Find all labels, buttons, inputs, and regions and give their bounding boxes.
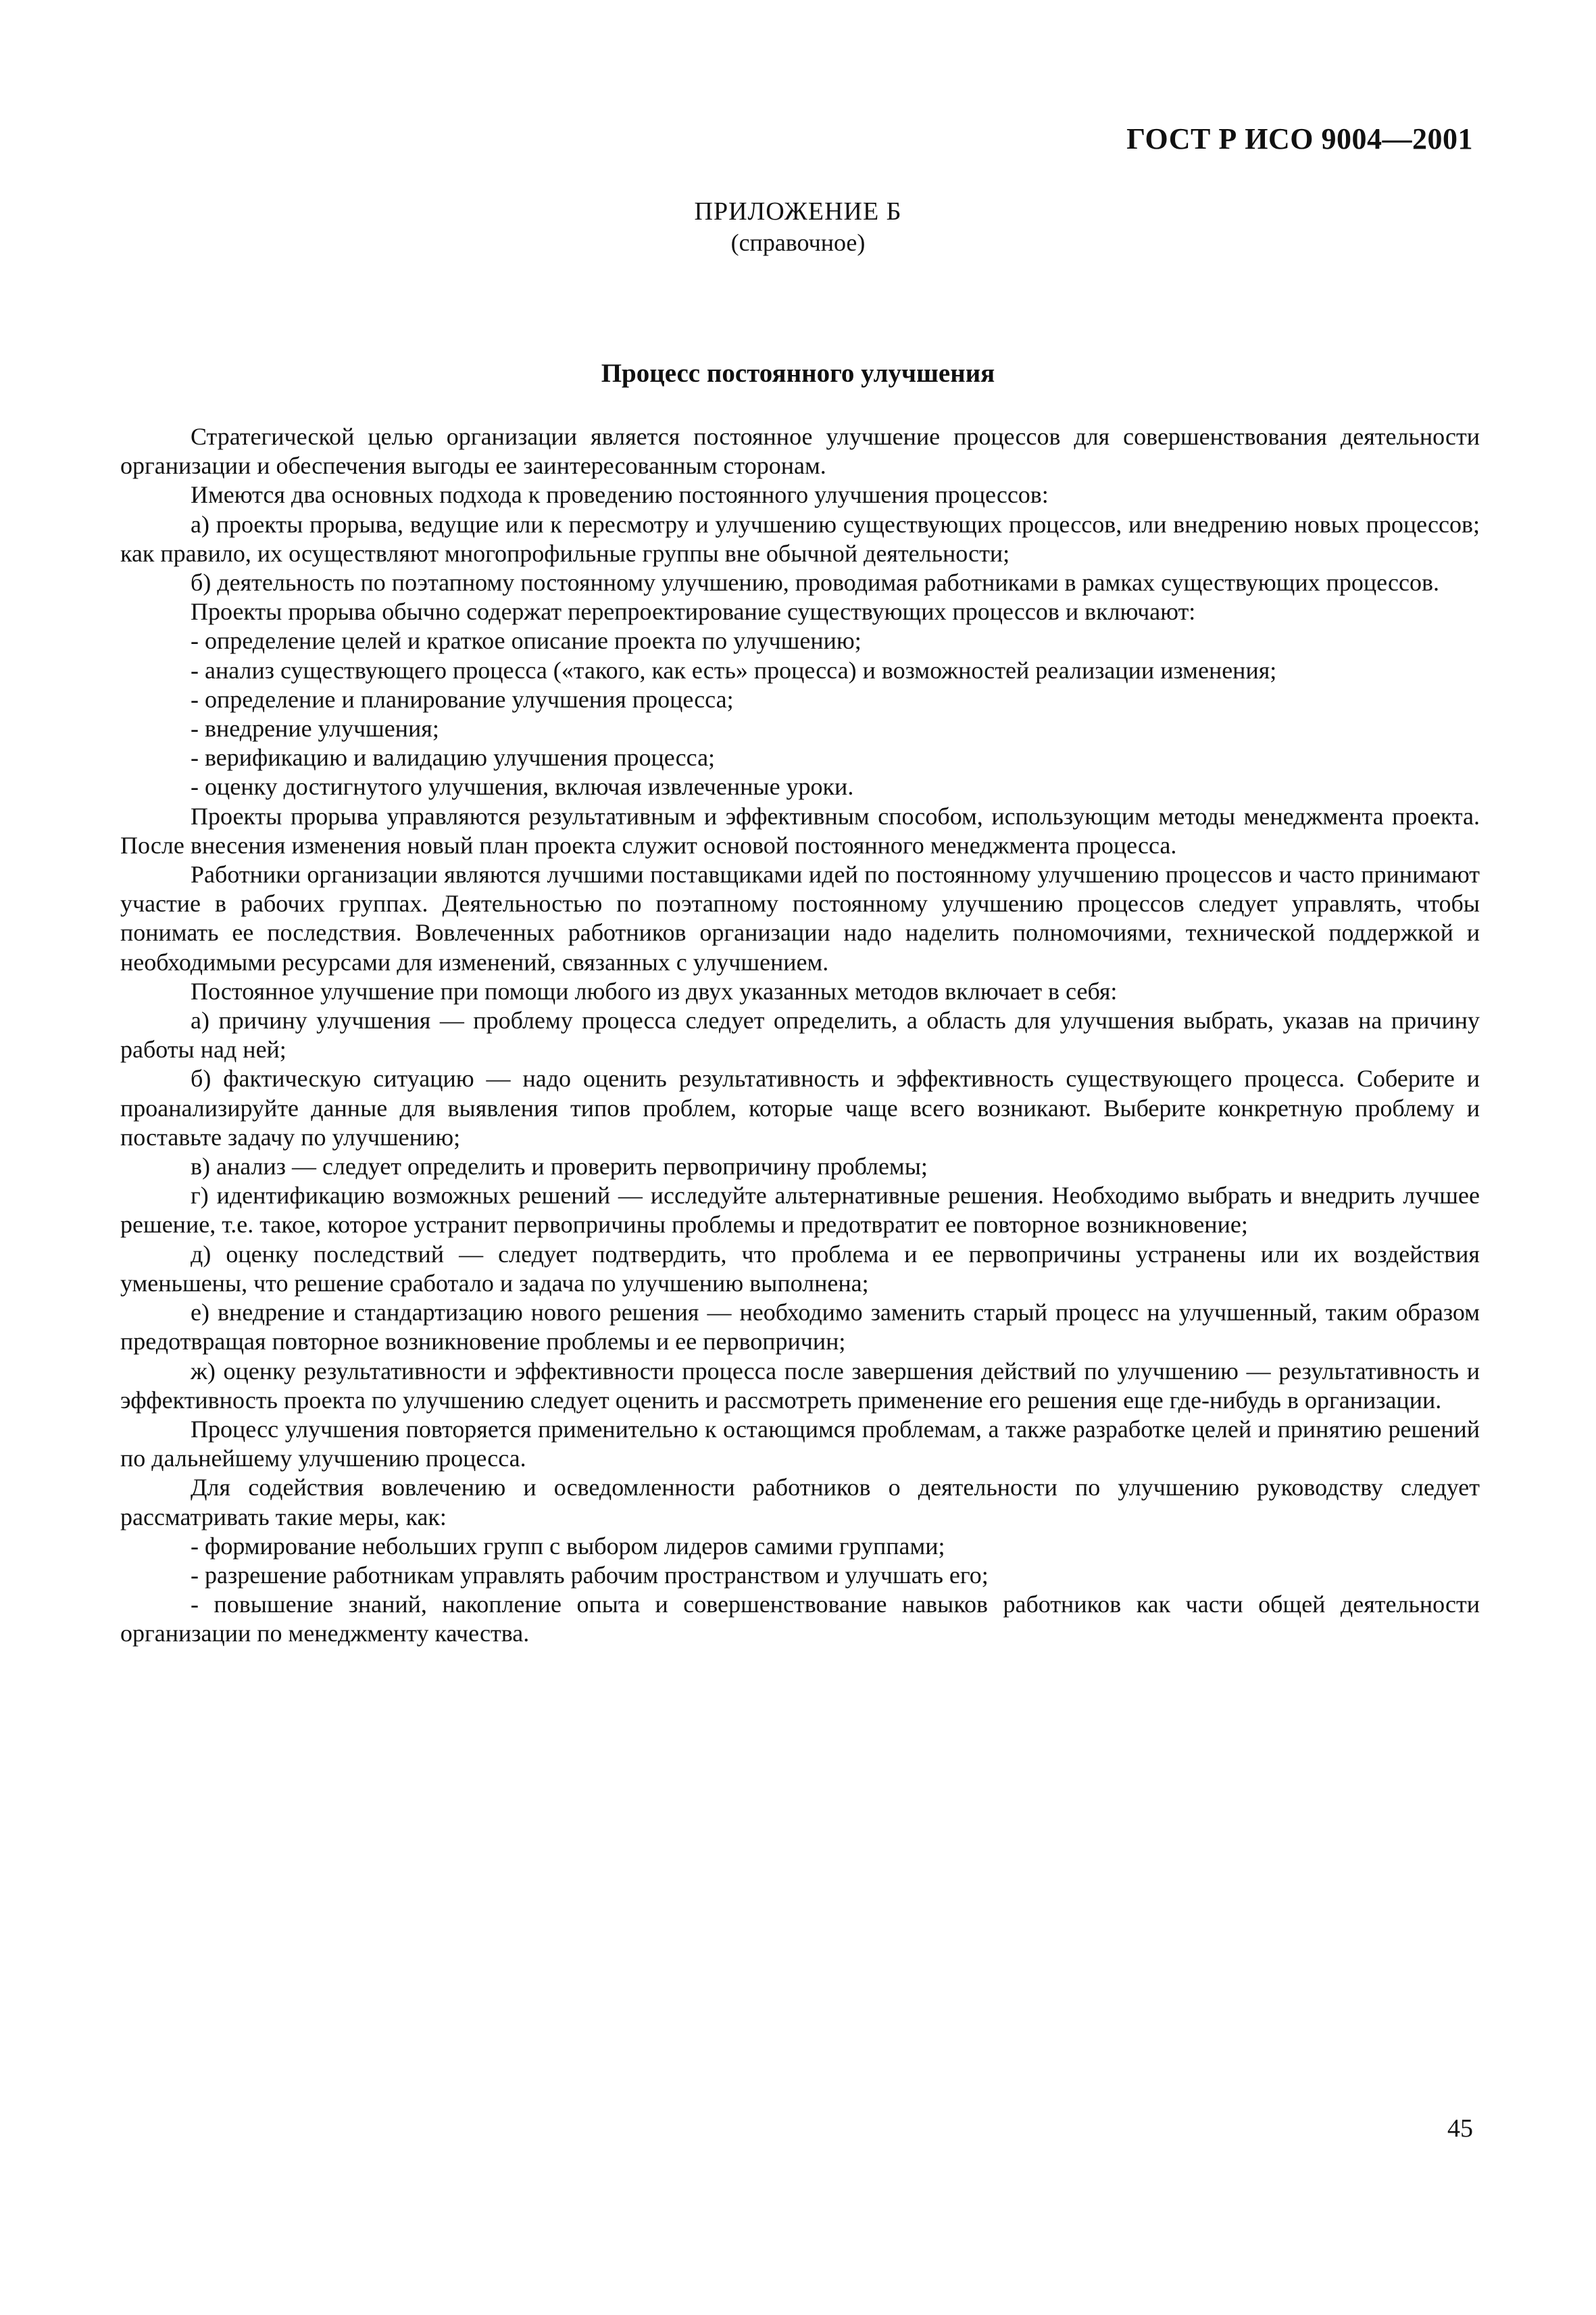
document-body xyxy=(120,422,1480,1649)
bullet-item: - верификацию и валидацию улучшения процесса; xyxy=(191,744,716,772)
list-item: д) оценку последствий — следует подтвердить, что проблема и ее первопричины устранены или их воздействия уменьшены, что решение сработало и задача по улучшению выполнена; xyxy=(120,1240,1480,1297)
list-item: б) деятельность по поэтапному постоянному улучшению, проводимая работниками в рамках существующих процессов. xyxy=(191,569,1439,597)
list-item: в) анализ — следует определить и проверить первопричину проблемы; xyxy=(191,1153,928,1180)
bullet-item: - внедрение улучшения; xyxy=(191,715,439,743)
list-item: б) фактическую ситуацию — надо оценить результативность и эффективность существующего процесса. Соберите и проанализируйте данные для выявления типов проблем, которые чаще всего возникают. Выберите конкретную проблему и поставьте задачу по улучшению; xyxy=(120,1065,1480,1151)
paragraph: Проекты прорыва управляются результативным и эффективным способом, использующим методы менеджмента проекта. После внесения изменения новый план проекта служит основой постоянного менеджмента процесса. xyxy=(120,802,1480,859)
bullet-item: - оценку достигнутого улучшения, включая извлеченные уроки. xyxy=(191,773,854,801)
bullet-item: - определение целей и краткое описание проекта по улучшению; xyxy=(191,627,862,655)
bullet-item: - разрешение работникам управлять рабочим пространством и улучшать его; xyxy=(191,1561,989,1589)
list-item: а) проекты прорыва, ведущие или к пересмотру и улучшению существующих процессов, или внедрению новых процессов; как правило, их осуществляют многопрофильные группы вне обычной деятельности; xyxy=(120,510,1480,567)
annex-subtitle: (справочное) xyxy=(730,229,866,256)
paragraph: Работники организации являются лучшими поставщиками идей по постоянному улучшению процессов и часто принимают участие в рабочих группах. Деятельностью по поэтапному постоянному улучшению процессов следует управлять, чтобы понимать ее последствия. Вовлеченных работников организации надо наделить полномочиями, технической поддержкой и необходимыми ресурсами для изменений, связанных с улучшением. xyxy=(120,861,1480,976)
list-item: а) причину улучшения — проблему процесса следует определить, а область для улучшения выбрать, указав на причину работы над ней; xyxy=(120,1007,1480,1064)
paragraph: Имеются два основных подхода к проведению постоянного улучшения процессов: xyxy=(191,481,1049,509)
document-code: ГОСТ Р ИСО 9004—2001 xyxy=(1126,122,1473,155)
bullet-item: - определение и планирование улучшения процесса; xyxy=(191,685,734,713)
annex-title: ПРИЛОЖЕНИЕ Б xyxy=(694,197,902,226)
paragraph: Стратегической целью организации является постоянное улучшение процессов для совершенствования деятельности организации и обеспечения выгоды ее заинтересованным сторонам. xyxy=(120,423,1480,480)
bullet-item: - формирование небольших групп с выбором лидеров самими группами; xyxy=(191,1532,945,1560)
paragraph: Для содействия вовлечению и осведомленности работников о деятельности по улучшению руководству следует рассматривать такие меры, как: xyxy=(120,1474,1480,1530)
bullet-item: - анализ существующего процесса («такого, как есть» процесса) и возможностей реализации изменения; xyxy=(191,656,1277,684)
bullet-item: - повышение знаний, накопление опыта и совершенствование навыков работников как части общей деятельности организации по менеджменту качества. xyxy=(120,1591,1480,1647)
paragraph: Процесс улучшения повторяется применительно к остающимся проблемам, а также разработке целей и принятию решений по дальнейшему улучшению процесса. xyxy=(120,1415,1480,1472)
paragraph: Постоянное улучшение при помощи любого из двух указанных методов включает в себя: xyxy=(191,977,1118,1005)
list-item: е) внедрение и стандартизацию нового решения — необходимо заменить старый процесс на улучшенный, таким образом предотвращая повторное возникновение проблемы и ее первопричин; xyxy=(120,1299,1480,1355)
annex-heading xyxy=(0,196,1596,258)
paragraph: Проекты прорыва обычно содержат перепроектирование существующих процессов и включают: xyxy=(191,598,1196,626)
list-item: г) идентификацию возможных решений — исследуйте альтернативные решения. Необходимо выбрать и внедрить лучшее решение, т.е. такое, которое устранит первопричины проблемы и предотвратит ее повторное возникновение; xyxy=(120,1182,1480,1239)
list-item: ж) оценку результативности и эффективности процесса после завершения действий по улучшению — результативность и эффективность проекта по улучшению следует оценить и рассмотреть применение его решения еще где-нибудь в организации. xyxy=(120,1357,1480,1414)
page-number: 45 xyxy=(1447,2114,1473,2143)
section-title: Процесс постоянного улучшения xyxy=(601,359,995,388)
